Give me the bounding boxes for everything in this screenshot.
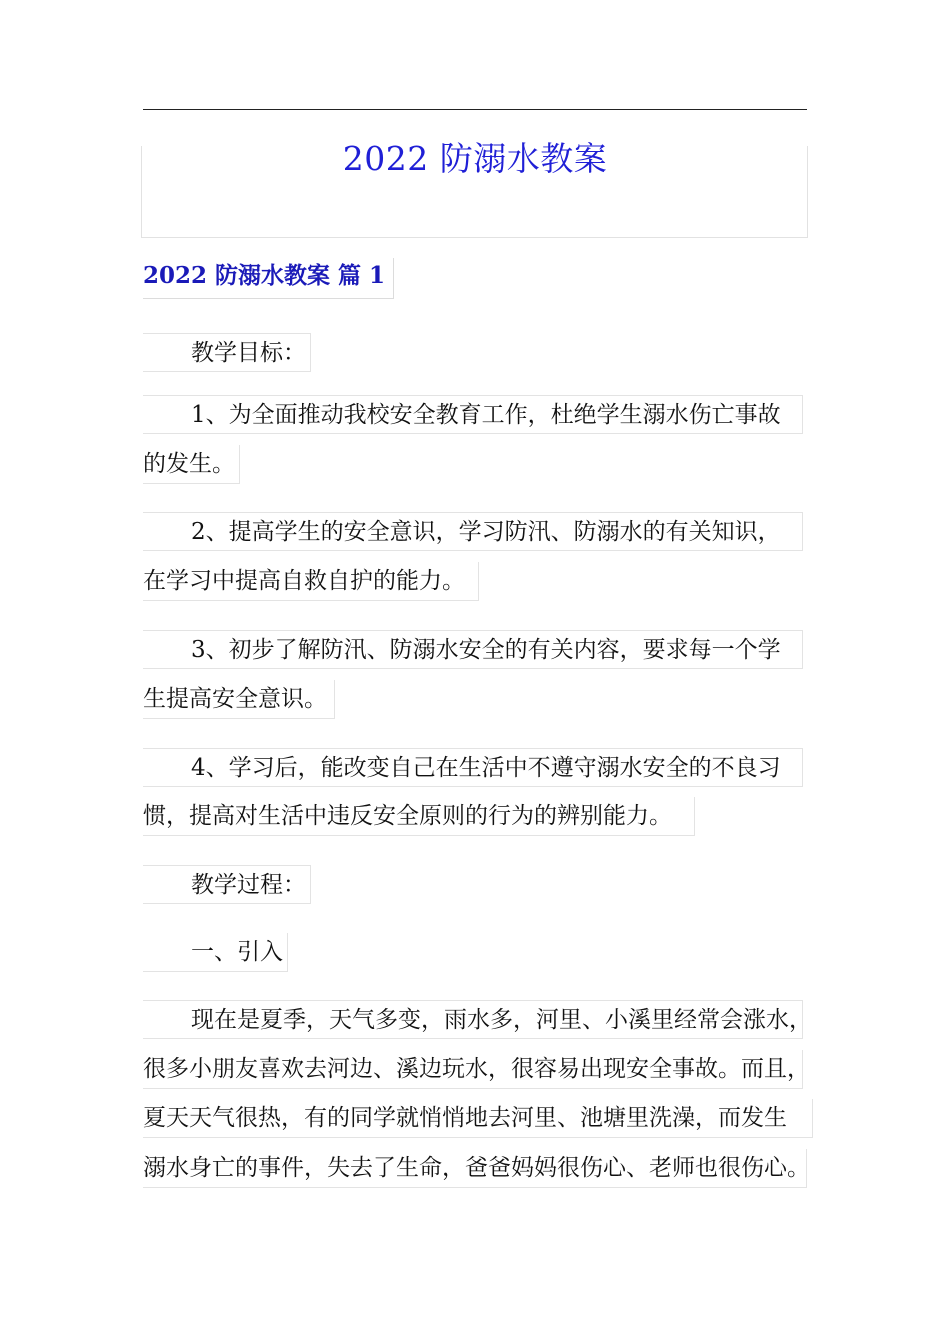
intro-paragraph-line-2: 很多小朋友喜欢去河边、溪边玩水，很容易出现安全事故。而且， (143, 1050, 803, 1089)
teaching-process-label: 教学过程： (143, 865, 311, 904)
goal-2-line-2: 在学习中提高自救自护的能力。 (143, 562, 479, 601)
top-rule (143, 109, 807, 110)
goal-4-line-2: 惯，提高对生活中违反安全原则的行为的辨别能力。 (143, 797, 695, 836)
goal-2-line-1: 2、提高学生的安全意识，学习防汛、防溺水的有关知识， (143, 512, 803, 551)
goal-3-line-2: 生提高安全意识。 (143, 680, 335, 719)
goal-3-line-1: 3、初步了解防汛、防溺水安全的有关内容，要求每一个学 (143, 630, 803, 669)
intro-paragraph-line-1: 现在是夏季，天气多变，雨水多，河里、小溪里经常会涨水， (143, 1000, 803, 1039)
section-heading: 2022 防溺水教案 篇 1 (143, 258, 394, 299)
teaching-goal-label: 教学目标： (143, 333, 311, 372)
goal-1-line-1: 1、为全面推动我校安全教育工作，杜绝学生溺水伤亡事故 (143, 395, 803, 434)
goal-4-line-1: 4、学习后，能改变自己在生活中不遵守溺水安全的不良习 (143, 748, 803, 787)
intro-paragraph-line-3: 夏天天气很热，有的同学就悄悄地去河里、池塘里洗澡，而发生 (143, 1099, 813, 1138)
intro-heading: 一、引入 (143, 933, 288, 972)
goal-1-line-2: 的发生。 (143, 445, 240, 484)
intro-paragraph-line-4: 溺水身亡的事件，失去了生命，爸爸妈妈很伤心、老师也很伤心。 (143, 1149, 807, 1188)
document-title: 2022 防溺水教案 (342, 139, 608, 178)
